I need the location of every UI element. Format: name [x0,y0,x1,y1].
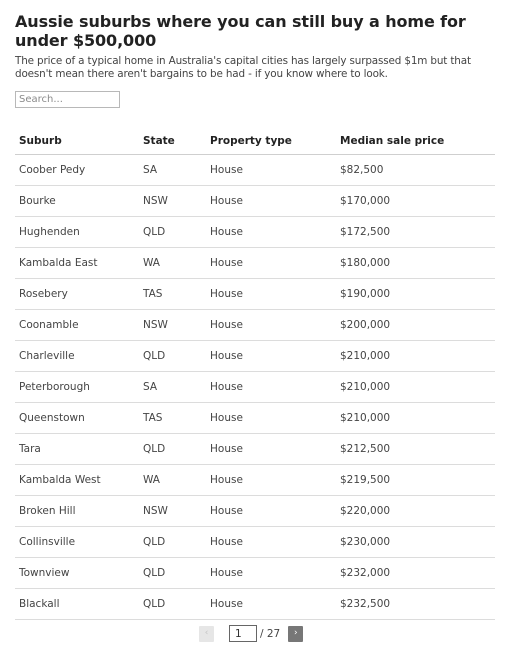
cell-property-type: House [206,310,336,341]
page-total: / 27 [260,627,281,640]
cell-median-sale-price: $210,000 [336,403,495,434]
column-header-suburb[interactable]: Suburb [15,127,139,155]
cell-state: WA [139,465,206,496]
cell-property-type: House [206,403,336,434]
cell-suburb: Coonamble [15,310,139,341]
data-table [15,127,495,620]
table-row [15,372,495,403]
cell-property-type: House [206,558,336,589]
cell-suburb: Queenstown [15,403,139,434]
cell-state: TAS [139,279,206,310]
cell-property-type: House [206,155,336,186]
table-row [15,155,495,186]
column-header-median-sale-price[interactable]: Median sale price [336,127,495,155]
table-row [15,527,495,558]
cell-median-sale-price: $210,000 [336,341,495,372]
cell-property-type: House [206,279,336,310]
cell-state: SA [139,155,206,186]
cell-median-sale-price: $172,500 [336,217,495,248]
page-container [15,12,495,620]
cell-suburb: Bourke [15,186,139,217]
cell-median-sale-price: $230,000 [336,527,495,558]
cell-state: QLD [139,558,206,589]
cell-suburb: Coober Pedy [15,155,139,186]
cell-suburb: Townview [15,558,139,589]
cell-median-sale-price: $200,000 [336,310,495,341]
next-page-glyph: › [293,628,298,638]
page-subtitle: The price of a typical home in Australia's capital cities has largely surpassed $1m but that doesn't mean there aren't bargains to be had - if you know where to look. [15,55,471,80]
column-header-property-type[interactable]: Property type [206,127,336,155]
cell-suburb: Hughenden [15,217,139,248]
cell-median-sale-price: $220,000 [336,496,495,527]
search-input[interactable] [15,91,120,108]
cell-median-sale-price: $232,500 [336,589,495,620]
cell-suburb: Collinsville [15,527,139,558]
cell-property-type: House [206,465,336,496]
cell-median-sale-price: $219,500 [336,465,495,496]
cell-suburb: Kambalda East [15,248,139,279]
prev-page-glyph: ‹ [204,628,209,638]
cell-property-type: House [206,217,336,248]
cell-property-type: House [206,372,336,403]
cell-suburb: Rosebery [15,279,139,310]
page-title: Aussie suburbs where you can still buy a home for under $500,000 [15,12,466,50]
table-row [15,496,495,527]
pagination [199,625,303,642]
table-body [15,155,495,620]
table-row [15,279,495,310]
cell-suburb: Charleville [15,341,139,372]
cell-state: WA [139,248,206,279]
cell-state: QLD [139,217,206,248]
cell-property-type: House [206,341,336,372]
cell-property-type: House [206,248,336,279]
cell-state: SA [139,372,206,403]
chevron-left-icon[interactable] [199,626,214,642]
table-header-row [15,127,495,155]
cell-state: QLD [139,341,206,372]
table-row [15,558,495,589]
cell-suburb: Tara [15,434,139,465]
cell-state: TAS [139,403,206,434]
cell-state: NSW [139,496,206,527]
cell-property-type: House [206,527,336,558]
cell-property-type: House [206,186,336,217]
cell-property-type: House [206,434,336,465]
cell-median-sale-price: $232,000 [336,558,495,589]
table-row [15,217,495,248]
table-header [15,127,495,155]
column-header-state[interactable]: State [139,127,206,155]
cell-state: NSW [139,310,206,341]
table-row [15,465,495,496]
cell-state: QLD [139,589,206,620]
cell-median-sale-price: $180,000 [336,248,495,279]
cell-median-sale-price: $212,500 [336,434,495,465]
table-row [15,434,495,465]
cell-suburb: Blackall [15,589,139,620]
cell-suburb: Kambalda West [15,465,139,496]
cell-property-type: House [206,589,336,620]
table-row [15,248,495,279]
cell-median-sale-price: $210,000 [336,372,495,403]
cell-suburb: Peterborough [15,372,139,403]
cell-state: NSW [139,186,206,217]
cell-median-sale-price: $82,500 [336,155,495,186]
table-row [15,589,495,620]
cell-median-sale-price: $190,000 [336,279,495,310]
table-row [15,341,495,372]
cell-property-type: House [206,496,336,527]
table-row [15,403,495,434]
chevron-right-icon[interactable] [288,626,303,642]
table-row [15,186,495,217]
page-number-input[interactable] [229,625,257,642]
cell-state: QLD [139,527,206,558]
cell-state: QLD [139,434,206,465]
cell-median-sale-price: $170,000 [336,186,495,217]
cell-suburb: Broken Hill [15,496,139,527]
table-row [15,310,495,341]
